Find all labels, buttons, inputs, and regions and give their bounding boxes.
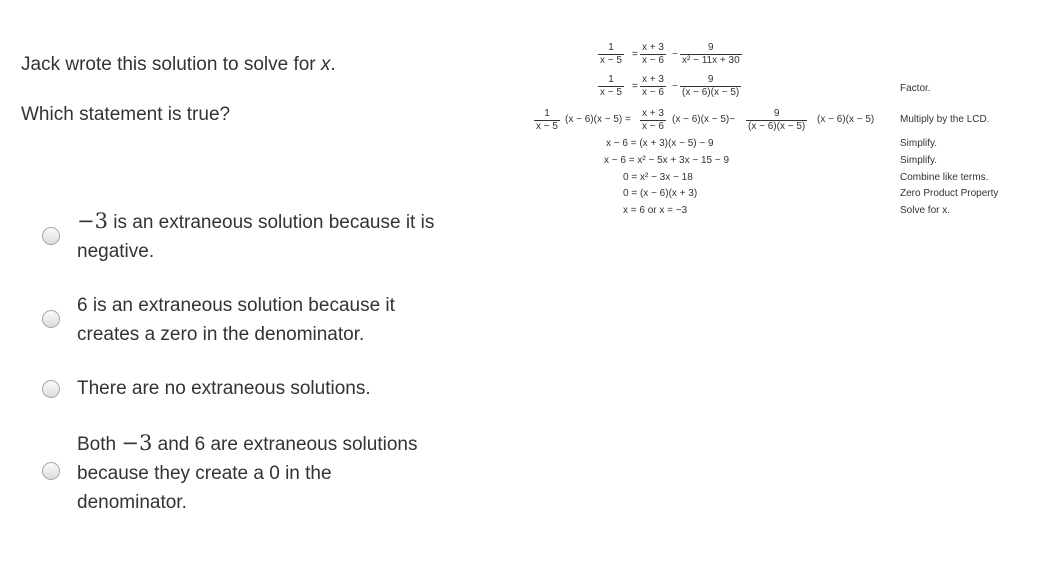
work-r2-fraction-3 (680, 74, 741, 99)
note-combine-like-terms: Combine like terms. (900, 172, 989, 183)
work-r1-f2-den: x − 6 (642, 55, 664, 66)
work-r1-f1-den: x − 5 (600, 55, 622, 66)
work-step-4: 0 = (x − 6)(x + 3) (623, 188, 698, 199)
work-r1-minus: − (672, 49, 678, 60)
work-r1-equals: = (632, 49, 638, 60)
question-text-prefix: Jack wrote this solution to solve for (21, 54, 321, 75)
radio-button[interactable] (42, 462, 60, 480)
work-r2-minus: − (672, 81, 678, 92)
answer-option-3[interactable] (42, 374, 442, 406)
work-r3-f1-den: x − 5 (536, 121, 558, 132)
radio-button[interactable] (42, 310, 60, 328)
answer-option-2[interactable] (42, 291, 442, 351)
option-label: 6 is an extraneous solution because it creates a zero in the denominator. (77, 295, 395, 345)
work-step-1: x − 6 = (x + 3)(x − 5) − 9 (606, 138, 714, 149)
work-r2-fraction-1 (598, 74, 624, 99)
work-r1-f1-num: 1 (608, 42, 614, 53)
work-r2-f3-num: 9 (707, 74, 714, 85)
work-r3-fraction-3 (746, 108, 807, 133)
work-r2-f2-den: x − 6 (642, 87, 664, 98)
note-multiply-lcd: Multiply by the LCD. (900, 114, 990, 125)
work-r3-fraction-1 (534, 108, 560, 133)
note-simplify-2: Simplify. (900, 155, 938, 166)
note-factor: Factor. (900, 83, 931, 94)
work-r2-f1-den: x − 5 (600, 87, 622, 98)
option-label: There are no extraneous solutions. (77, 378, 371, 399)
note-simplify-1: Simplify. (900, 138, 938, 149)
solution-work (530, 38, 1040, 228)
option-prefix: Both (77, 434, 122, 455)
work-r2-f1-num: 1 (608, 74, 614, 85)
note-zero-product: Zero Product Property (900, 188, 999, 199)
work-r3-f3-num: 9 (773, 108, 780, 119)
work-r2-f3-den: (x − 6)(x − 5) (682, 87, 740, 98)
note-solve-for-x: Solve for x. (900, 205, 951, 216)
option-label (77, 207, 442, 266)
question-variable: x (320, 54, 331, 75)
radio-button[interactable] (42, 380, 60, 398)
work-step-5: x = 6 or x = −3 (623, 205, 688, 216)
option-text: and 6 are extraneous solutions because they create a 0 in the denominator. (77, 434, 418, 513)
answer-option-4[interactable] (42, 429, 442, 519)
question-prompt: Which statement is true? (21, 104, 231, 125)
work-step-3: 0 = x² − 3x − 18 (623, 172, 693, 183)
work-r1-f2-num: x + 3 (642, 42, 664, 53)
radio-button[interactable] (42, 227, 60, 245)
option-math: −3 (77, 209, 108, 233)
work-r2-fraction-2 (640, 74, 666, 99)
question-text (21, 54, 336, 76)
work-r1-f3-den: x² − 11x + 30 (682, 55, 740, 66)
option-math: −3 (121, 431, 153, 455)
work-r3-f2-den: x − 6 (642, 121, 664, 132)
work-r3-f3-den: (x − 6)(x − 5) (748, 121, 806, 132)
work-r3-f1-num: 1 (544, 108, 550, 119)
work-r2-f2-num: x + 3 (642, 74, 664, 85)
work-r1-fraction-3 (680, 42, 742, 67)
work-r1-fraction-2 (640, 42, 666, 67)
option-text: is an extraneous solution because it is negative. (77, 212, 435, 262)
work-r3-term-3: (x − 6)(x − 5) (817, 114, 875, 125)
work-r3-fraction-2 (640, 108, 666, 133)
work-r1-f3-num: 9 (708, 42, 714, 53)
work-r1-fraction-1 (598, 42, 624, 67)
question-text-suffix: . (330, 54, 336, 75)
option-label (77, 429, 442, 517)
work-r3-f2-num: x + 3 (642, 108, 664, 119)
answer-option-1[interactable] (42, 207, 442, 267)
work-r3-term-1: (x − 6)(x − 5) = (565, 114, 631, 125)
work-step-2: x − 6 = x² − 5x + 3x − 15 − 9 (604, 155, 730, 166)
work-r3-term-2: (x − 6)(x − 5)− (672, 114, 736, 125)
work-r2-equals: = (632, 81, 638, 92)
